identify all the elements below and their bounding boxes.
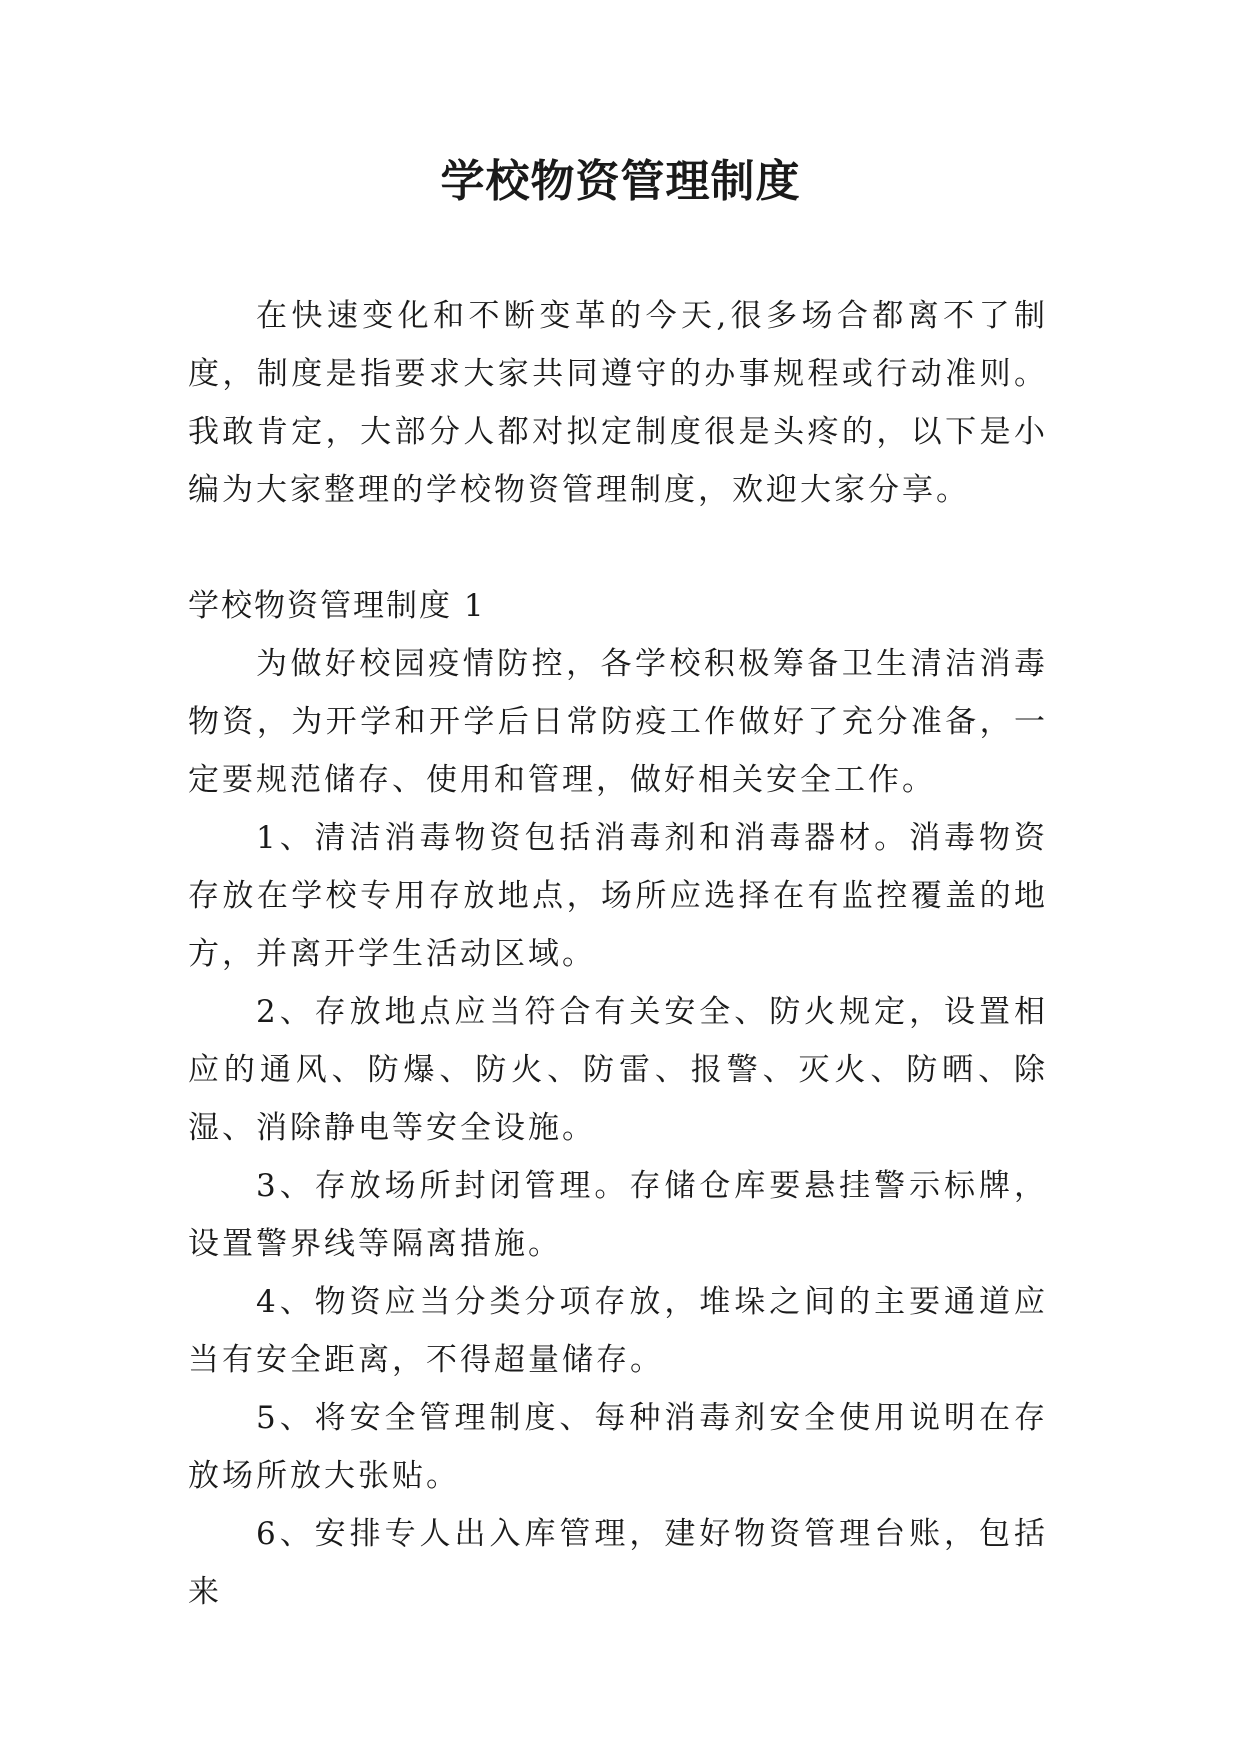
section-paragraph: 4、物资应当分类分项存放，堆垛之间的主要通道应当有安全距离，不得超量储存。 [188, 1284, 1048, 1378]
section-paragraph: 为做好校园疫情防控，各学校积极筹备卫生清洁消毒物资，为开学和开学后日常防疫工作做好了充分准备，一定要规范储存、使用和管理，做好相关安全工作。 [188, 646, 1048, 798]
intro-paragraph: 在快速变化和不断变革的今天,很多场合都离不了制度，制度是指要求大家共同遵守的办事规程或行动准则。我敢肯定，大部分人都对拟定制度很是头疼的，以下是小编为大家整理的学校物资管理制度，欢迎大家分享。 [188, 298, 1048, 508]
section-paragraph: 1、清洁消毒物资包括消毒剂和消毒器材。消毒物资存放在学校专用存放地点，场所应选择在有监控覆盖的地方，并离开学生活动区域。 [188, 820, 1048, 972]
document-title: 学校物资管理制度 [440, 156, 801, 207]
section-heading: 学校物资管理制度 1 [188, 588, 486, 624]
section-paragraph: 2、存放地点应当符合有关安全、防火规定，设置相应的通风、防爆、防火、防雷、报警、灭火、防晒、除湿、消除静电等安全设施。 [188, 994, 1048, 1146]
section-paragraph: 6、安排专人出入库管理，建好物资管理台账，包括来 [188, 1516, 1048, 1610]
section-paragraph: 3、存放场所封闭管理。存储仓库要悬挂警示标牌，设置警界线等隔离措施。 [188, 1168, 1048, 1262]
section-body [188, 635, 1048, 1621]
section-paragraph: 5、将安全管理制度、每种消毒剂安全使用说明在存放场所放大张贴。 [188, 1400, 1048, 1494]
